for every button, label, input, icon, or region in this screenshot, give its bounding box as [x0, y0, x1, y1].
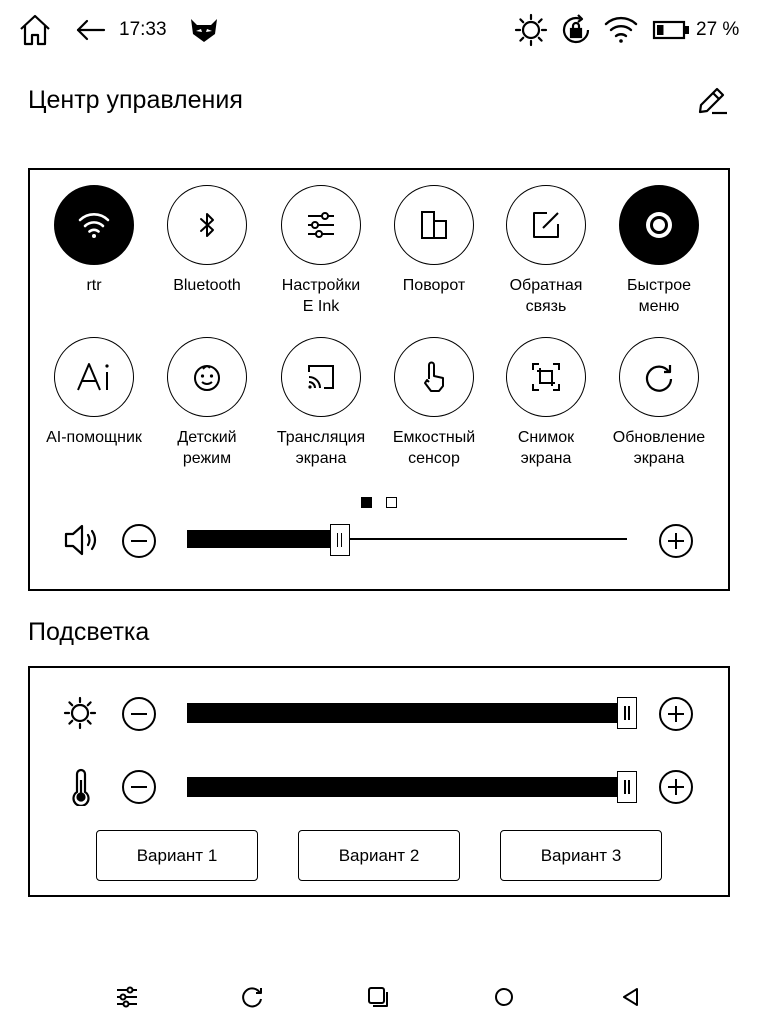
thermometer-icon — [66, 768, 96, 806]
tile-refresh[interactable] — [599, 337, 719, 469]
warmth-slider-thumb[interactable] — [617, 771, 637, 803]
screenshot-icon — [529, 360, 563, 394]
tile-eink-settings[interactable] — [261, 185, 381, 317]
wifi-icon — [77, 208, 111, 242]
ai-assistant-icon — [74, 360, 114, 394]
tile-quick-menu[interactable] — [599, 185, 719, 317]
kids-mode-icon — [190, 360, 224, 394]
page-indicator-dot-1[interactable] — [361, 497, 372, 508]
preset-button-1[interactable]: Вариант 1 — [96, 830, 258, 881]
battery-icon — [652, 12, 692, 48]
tile-label: rtr — [86, 277, 102, 294]
tile-label: Bluetooth — [173, 277, 241, 294]
brightness-increase-button[interactable] — [659, 697, 693, 731]
tile-touch-sensor[interactable] — [374, 337, 494, 469]
volume-icon — [62, 522, 102, 558]
brightness-slider-thumb[interactable] — [617, 697, 637, 729]
edit-pencil-icon[interactable] — [694, 82, 730, 118]
screen-cast-icon — [304, 360, 338, 394]
warmth-increase-button[interactable] — [659, 770, 693, 804]
status-time: 17:33 — [119, 19, 167, 40]
refresh-icon — [642, 360, 676, 394]
back-triangle-icon[interactable] — [616, 983, 644, 1011]
section-title-backlight: Подсветка — [28, 618, 150, 646]
fox-app-icon — [186, 12, 222, 48]
refresh-toggle[interactable] — [619, 337, 699, 417]
tile-rotate[interactable] — [374, 185, 494, 296]
back-arrow-icon[interactable] — [73, 12, 109, 48]
rotate-icon — [417, 208, 451, 242]
tile-screenshot[interactable] — [486, 337, 606, 469]
sun-icon — [62, 695, 98, 731]
touch-sensor-toggle[interactable] — [394, 337, 474, 417]
wifi-icon — [603, 12, 639, 48]
bluetooth-toggle[interactable] — [167, 185, 247, 265]
preset-button-2[interactable]: Вариант 2 — [298, 830, 460, 881]
warmth-decrease-button[interactable] — [122, 770, 156, 804]
tile-label: Настройки E Ink — [281, 277, 361, 315]
ai-assistant-toggle[interactable] — [54, 337, 134, 417]
brightness-decrease-button[interactable] — [122, 697, 156, 731]
feedback-icon — [529, 208, 563, 242]
warmth-slider-fill[interactable] — [187, 777, 627, 797]
preset-button-3[interactable]: Вариант 3 — [500, 830, 662, 881]
tile-label: Поворот — [402, 277, 466, 294]
tile-kids-mode[interactable] — [147, 337, 267, 469]
brightness-icon — [513, 12, 549, 48]
home-circle-icon[interactable] — [490, 983, 518, 1011]
screen-cast-toggle[interactable] — [281, 337, 361, 417]
tile-wifi[interactable] — [34, 185, 154, 296]
volume-slider-fill — [187, 530, 340, 548]
bluetooth-icon — [192, 210, 222, 240]
tile-bluetooth[interactable] — [147, 185, 267, 296]
tile-label: Быстрое меню — [626, 277, 692, 315]
sliders-icon[interactable] — [113, 983, 141, 1011]
tile-label: Трансляция экрана — [276, 429, 366, 467]
eink-settings-icon — [304, 208, 338, 242]
volume-decrease-button[interactable] — [122, 524, 156, 558]
rotate-toggle[interactable] — [394, 185, 474, 265]
feedback-toggle[interactable] — [506, 185, 586, 265]
touch-sensor-icon — [417, 360, 451, 394]
wifi-toggle[interactable] — [54, 185, 134, 265]
page-indicator-dot-2[interactable] — [386, 497, 397, 508]
volume-increase-button[interactable] — [659, 524, 693, 558]
tile-feedback[interactable] — [486, 185, 606, 317]
recent-apps-icon[interactable] — [364, 983, 392, 1011]
tile-ai-assistant[interactable] — [34, 337, 154, 448]
tile-screen-cast[interactable] — [261, 337, 381, 469]
battery-percent: 27 % — [696, 19, 740, 40]
quick-menu-toggle[interactable] — [619, 185, 699, 265]
kids-mode-toggle[interactable] — [167, 337, 247, 417]
rotation-lock-icon — [558, 12, 594, 48]
home-icon[interactable] — [17, 12, 53, 48]
page-title: Центр управления — [28, 86, 243, 114]
eink-settings-toggle[interactable] — [281, 185, 361, 265]
tile-label: Емкостный сенсор — [392, 429, 476, 467]
tile-label: Снимок экрана — [517, 429, 575, 467]
tile-label: Обратная связь — [509, 277, 583, 315]
tile-label: Детский режим — [177, 429, 237, 467]
brightness-slider-fill[interactable] — [187, 703, 627, 723]
volume-slider-thumb[interactable] — [330, 524, 350, 556]
tile-label: AI-помощник — [46, 429, 142, 446]
tile-label: Обновление экрана — [612, 429, 706, 467]
quick-menu-icon — [642, 208, 676, 242]
screenshot-toggle[interactable] — [506, 337, 586, 417]
refresh-icon[interactable] — [238, 983, 266, 1011]
